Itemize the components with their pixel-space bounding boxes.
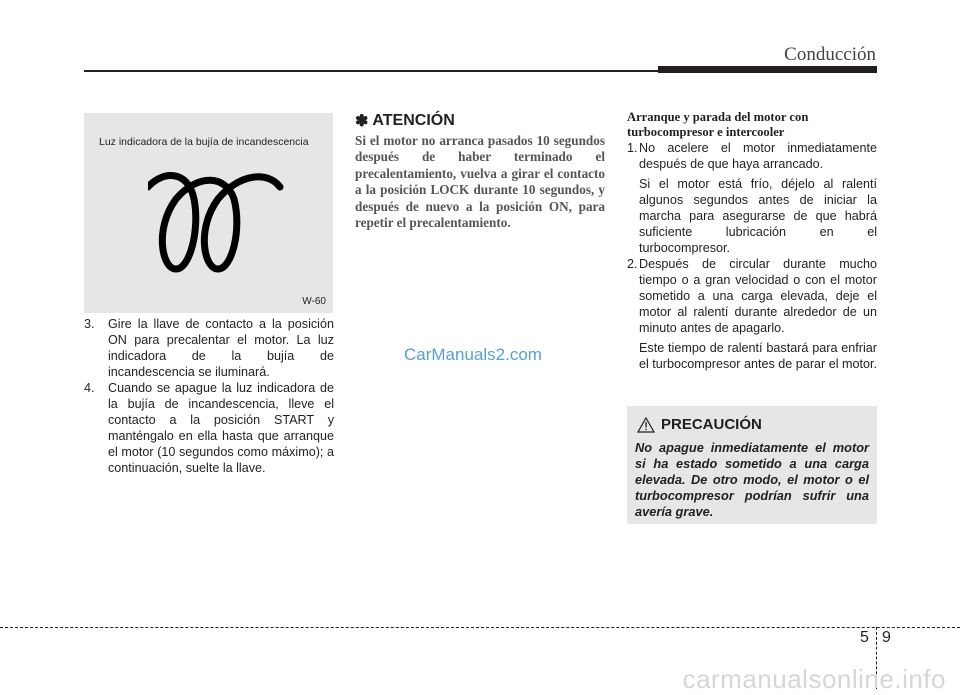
asterisk-icon: ✽ — [355, 113, 369, 130]
watermark-logo: CarManuals2.com — [404, 345, 542, 364]
step-number: 1. — [627, 141, 638, 155]
indicator-figure — [84, 113, 333, 313]
warning-triangle-icon — [637, 417, 655, 433]
header-rule — [84, 70, 664, 72]
step-4 — [84, 380, 334, 476]
turbo-step-2 — [627, 256, 877, 336]
figure-caption: Luz indicadora de la bujía de incandescencia — [99, 136, 309, 148]
footer-watermark: carmanualsonline.info — [682, 664, 946, 694]
caution-box — [627, 406, 877, 524]
right-column — [627, 110, 877, 372]
header-rule-thick — [658, 66, 877, 73]
step-text: Después de circular durante mucho tiempo o a gran velocidad o con el motor sometido a una carga elevada, deje el motor al ralentí durante alrededor de un minuto antes de apagarlo. — [639, 257, 877, 335]
glow-plug-coil-icon — [148, 169, 288, 279]
attention-title: ATENCIÓN — [372, 112, 455, 129]
caution-title: PRECAUCIÓN — [661, 416, 762, 433]
page-number-page: 9 — [882, 629, 891, 646]
step-text: Gire la llave de contacto a la posición ON para precalentar el motor. La luz indicadora de la bujía de incandescencia se iluminará. — [108, 317, 334, 379]
step-number: 4. — [84, 381, 95, 395]
turbo-step-1 — [627, 140, 877, 172]
step-text: Cuando se apague la luz indicadora de la bujía de incandescencia, lleve el contacto a la posición START y manténgalo en ella hasta que arranque el motor (10 segundos como máximo); a continuación, suelte la llave. — [108, 381, 334, 475]
turbo-step-1-note: Si el motor está frío, déjelo al ralentí algunos segundos antes de iniciar la marcha para asegurarse de que habrá suficiente lubricación en el turbocompresor. — [639, 177, 877, 255]
footer-rule — [0, 627, 960, 628]
turbo-heading: Arranque y parada del motor con turbocompresor e intercooler — [627, 110, 809, 139]
attention-box — [355, 111, 605, 231]
caution-heading — [637, 416, 762, 433]
caution-body: No apague inmediatamente el motor si ha estado sometido a una carga elevada. De otro modo, el motor o el turbocompresor podrían sufrir una avería grave. — [635, 440, 869, 519]
figure-code: W-60 — [302, 296, 326, 307]
page-number-chapter: 5 — [860, 629, 869, 646]
attention-body: Si el motor no arranca pasados 10 segundos después de haber terminado el precalentamiento, vuelva a girar el contacto a la posición LOCK durante 10 segundos, y después de nuevo a la posición ON, para repetir el precalentamiento. — [355, 133, 605, 231]
section-title: Conducción — [784, 44, 876, 65]
attention-heading — [355, 111, 605, 131]
turbo-step-2-note: Este tiempo de ralentí bastará para enfriar el turbocompresor antes de parar el motor. — [639, 341, 878, 371]
left-column — [84, 316, 334, 476]
step-number: 2. — [627, 257, 638, 271]
step-text: No acelere el motor inmediatamente después de que haya arrancado. — [639, 141, 877, 171]
step-number: 3. — [84, 317, 95, 331]
step-3 — [84, 316, 334, 380]
